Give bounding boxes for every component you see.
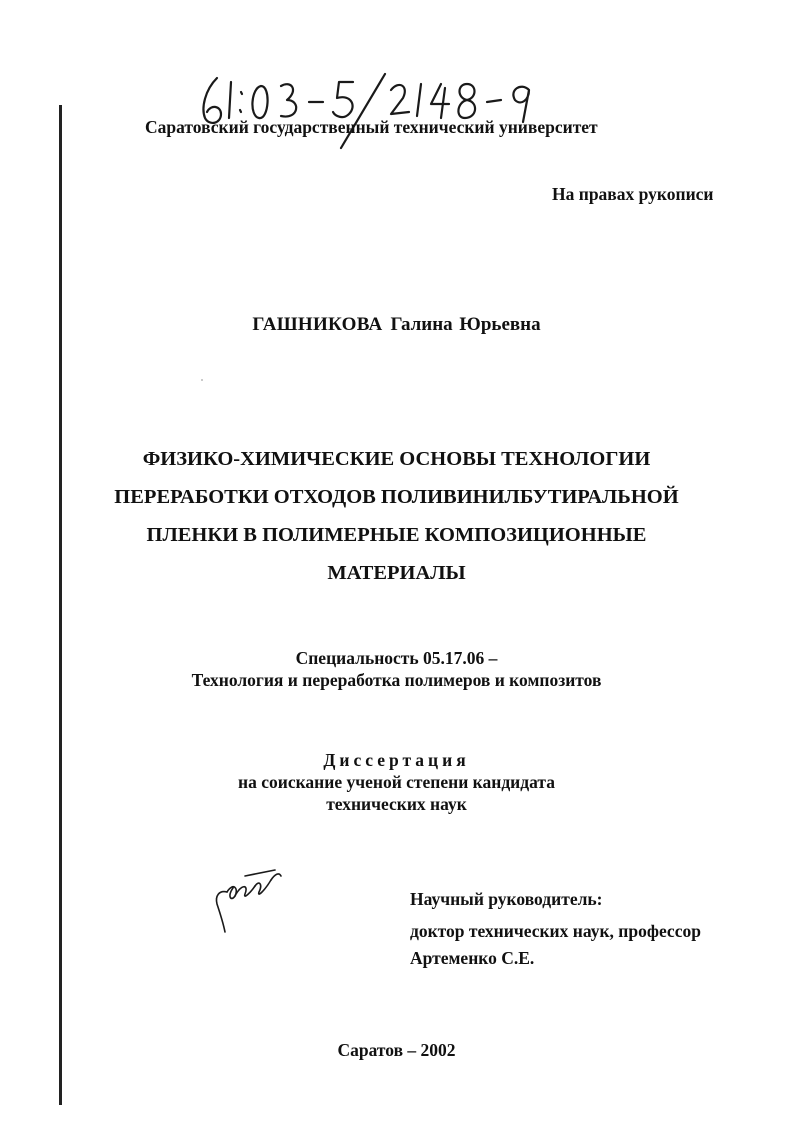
title-line: ПЕРЕРАБОТКИ ОТХОДОВ ПОЛИВИНИЛБУТИРАЛЬНОЙ [114, 486, 679, 508]
supervisor-degree: доктор технических наук, профессор [410, 921, 701, 941]
author-given-names: Галина Юрьевна [390, 314, 541, 335]
specialty-code: Специальность 05.17.06 – [295, 648, 498, 668]
rights-notice: На правах рукописи [552, 184, 714, 204]
dissertation-block [0, 749, 793, 815]
specialty-name: Технология и переработка полимеров и композитов [191, 670, 602, 690]
scan-speck [200, 378, 204, 382]
dissertation-heading: Диссертация [323, 750, 470, 770]
handwritten-archive-mark [195, 70, 555, 150]
title-line: ПЛЕНКИ В ПОЛИМЕРНЫЕ КОМПОЗИЦИОННЫЕ [146, 524, 647, 546]
handwritten-signature [205, 862, 285, 942]
scan-edge-line [58, 105, 64, 1105]
supervisor-block [410, 886, 701, 972]
city-year: Саратов – 2002 [337, 1040, 456, 1060]
supervisor-name: Артеменко С.Е. [410, 948, 535, 968]
title-line: МАТЕРИАЛЫ [327, 562, 466, 584]
title-line: ФИЗИКО-ХИМИЧЕСКИЕ ОСНОВЫ ТЕХНОЛОГИИ [142, 448, 651, 470]
supervisor-label: Научный руководитель: [410, 889, 603, 909]
dissertation-degree-line1: на соискание ученой степени кандидата [238, 772, 555, 792]
university-name: Саратовский государственный технический университет [145, 117, 598, 137]
specialty-block [0, 647, 793, 691]
dissertation-degree-line2: технических наук [326, 794, 467, 814]
author-name [0, 314, 793, 336]
author-surname: ГАШНИКОВА [252, 314, 383, 335]
dissertation-title [0, 440, 793, 592]
